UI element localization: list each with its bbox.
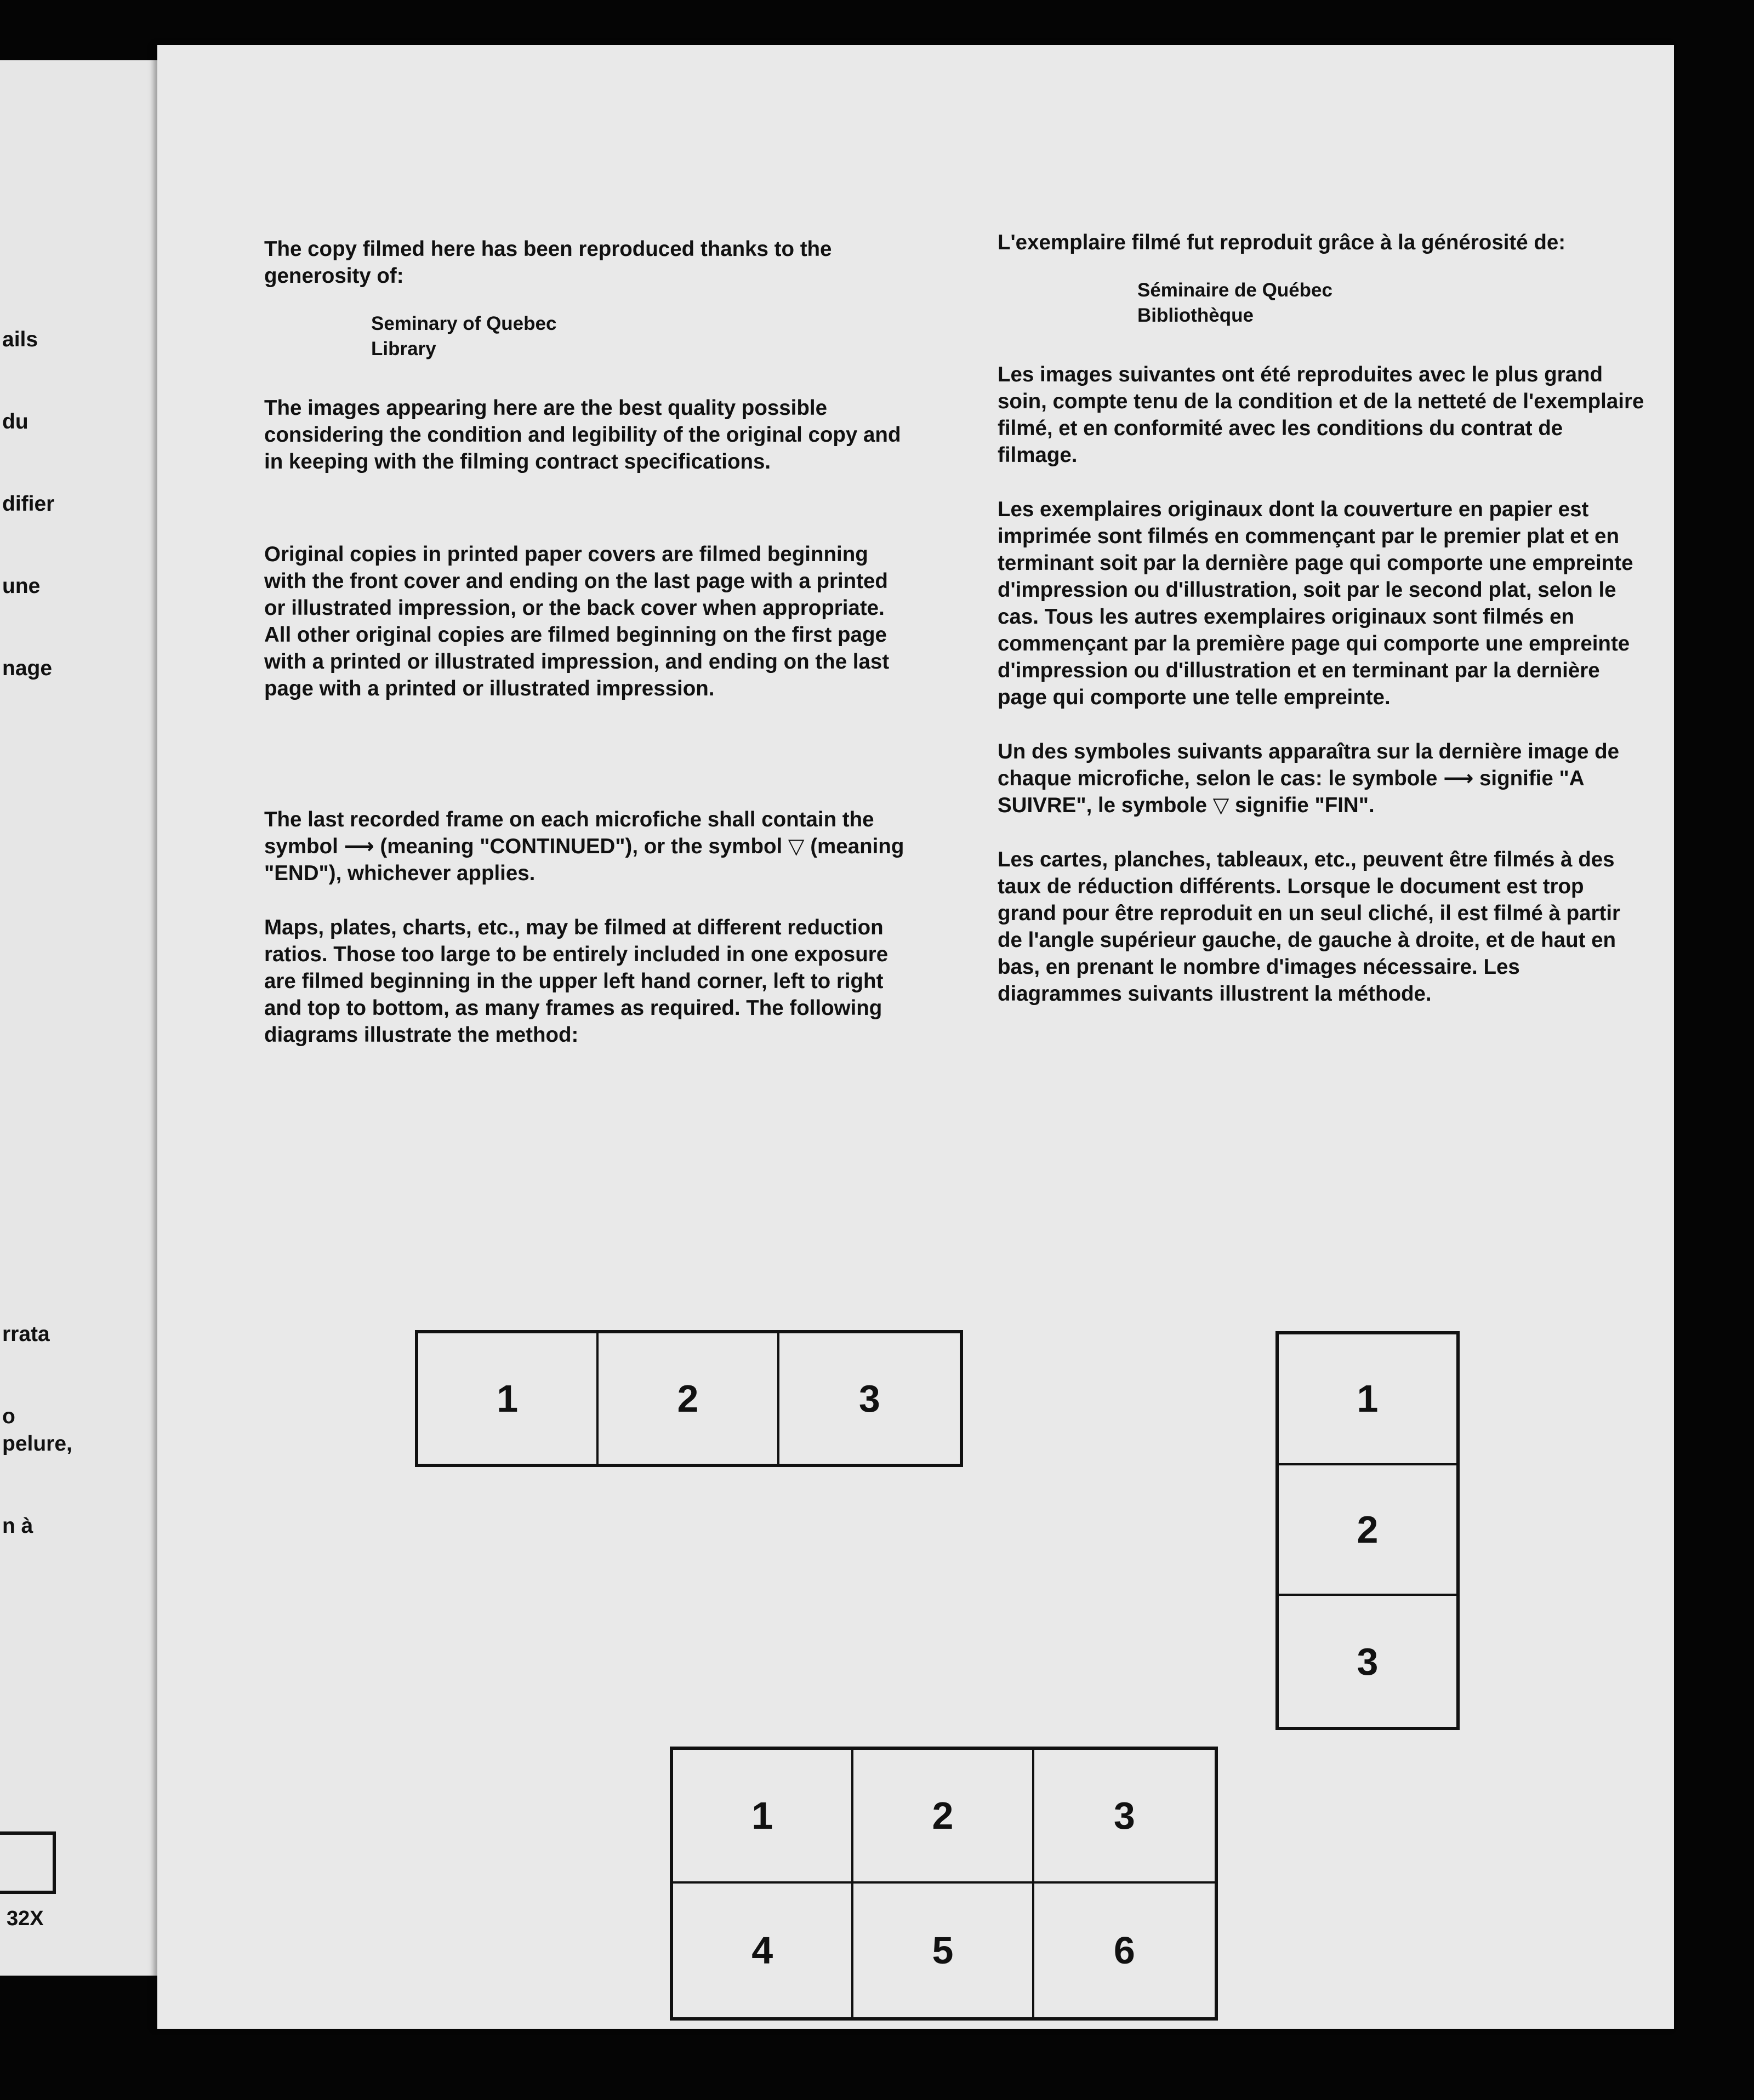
- frame-cell: 5: [853, 1884, 1034, 2017]
- frame-cell: 3: [1357, 1640, 1379, 1683]
- institution-library-fr: Bibliothèque: [1137, 305, 1254, 326]
- frame-cell: 3: [1034, 1750, 1215, 1884]
- maps-text-en: Maps, plates, charts, etc., may be filmed at different reduction ratios. Those too large to be entirely included in one exposure are filmed beginning in the upper left hand corner, left to right and top to bottom, as many frames as required. The following diagrams illustrate the method:: [264, 916, 889, 1047]
- thanks-text-en: The copy filmed here has been reproduced thanks to the generosity of:: [264, 237, 832, 288]
- symbols-text-en: The last recorded frame on each microfiche shall contain the symbol ⟶ (meaning "CONTINUED"), or the symbol ▽ (meaning "END"), whichever applies.: [264, 808, 904, 885]
- fragment-line: une: [2, 574, 41, 598]
- fragment-line: difier: [2, 492, 55, 516]
- institution-en: [371, 311, 911, 362]
- fragment-line: o: [2, 1405, 15, 1428]
- fragment-text-top: [2, 271, 54, 737]
- institution-library-en: Library: [371, 338, 436, 359]
- quality-text-fr: Les images suivantes ont été reproduites avec le plus grand soin, compte tenu de la condition et de la netteté de l'exemplaire filmé, et en conformité avec les conditions du contrat de filmage.: [998, 363, 1644, 467]
- fragment-line: n à: [2, 1514, 33, 1538]
- resolution-target-box: [0, 1831, 56, 1894]
- thanks-text-fr: L'exemplaire filmé fut reproduit grâce à la générosité de:: [998, 231, 1566, 254]
- filming-notice-page: [157, 45, 1674, 2029]
- frame-cell: 2: [599, 1333, 779, 1464]
- frame-cell: 1: [1279, 1334, 1456, 1465]
- frame-cell: 6: [1113, 1929, 1135, 1972]
- institution-fr: [1137, 278, 1644, 328]
- fragment-line: pelure,: [2, 1432, 72, 1456]
- frame-cell: 4: [673, 1884, 853, 2017]
- institution-name-en: Seminary of Quebec: [371, 313, 557, 334]
- maps-text-fr: Les cartes, planches, tableaux, etc., peuvent être filmés à des taux de réduction différents. Lorsque le document est trop grand pour être reproduit en un seul cliché, il est filmé à partir de l'angle supérieur gauche, de gauche à droite, et de haut en bas, en prenant le nombre d'images nécessaire. Les diagrammes suivants illustrent la méthode.: [998, 848, 1620, 1006]
- frame-cell: 1: [418, 1333, 599, 1464]
- diagram-vertical-frames: [1275, 1331, 1460, 1730]
- frame-cell: 1: [673, 1750, 853, 1884]
- frame-cell: 2: [1279, 1465, 1456, 1596]
- french-column: [998, 229, 1644, 1007]
- fragment-text-low: [2, 1376, 72, 1595]
- fragment-line: ails: [2, 328, 38, 351]
- diagram-horizontal-frames: [415, 1330, 963, 1467]
- fragment-line: rrata: [2, 1322, 50, 1346]
- diagram-grid-frames: [670, 1747, 1218, 2021]
- covers-text-fr: Les exemplaires originaux dont la couverture en papier est imprimée sont filmés en commençant par le premier plat et en terminant soit par la dernière page qui comporte une empreinte d'impression ou d'illustration, soit par le second plat, selon le cas. Tous les autres exemplaires originaux sont filmés en commençant par la première page qui comporte une empreinte d'impression ou d'illustration et en terminant par la dernière page qui comporte une telle empreinte.: [998, 498, 1633, 709]
- frame-cell: 2: [853, 1750, 1034, 1884]
- adjacent-page-fragment: [0, 60, 174, 1976]
- fragment-line: nage: [2, 657, 53, 680]
- fragment-line: du: [2, 410, 29, 433]
- institution-name-fr: Séminaire de Québec: [1137, 279, 1332, 301]
- scale-label: 32X: [7, 1907, 44, 1930]
- symbols-text-fr: Un des symboles suivants apparaîtra sur la dernière image de chaque microfiche, selon le cas: le symbole ⟶ signifie "A SUIVRE", le symbole ▽ signifie "FIN".: [998, 740, 1620, 817]
- covers-text-en: Original copies in printed paper covers are filmed beginning with the front cover and ending on the last page with a printed or illustrated impression, or the back cover when appropriate. All other original copies are filmed beginning on the first page with a printed or illustrated impression, and ending on the last page with a printed or illustrated impression.: [264, 543, 890, 700]
- quality-text-en: The images appearing here are the best quality possible considering the condition and legibility of the original copy and in keeping with the filming contract specifications.: [264, 396, 901, 473]
- english-column: [264, 236, 911, 1048]
- frame-cell: 3: [858, 1377, 880, 1420]
